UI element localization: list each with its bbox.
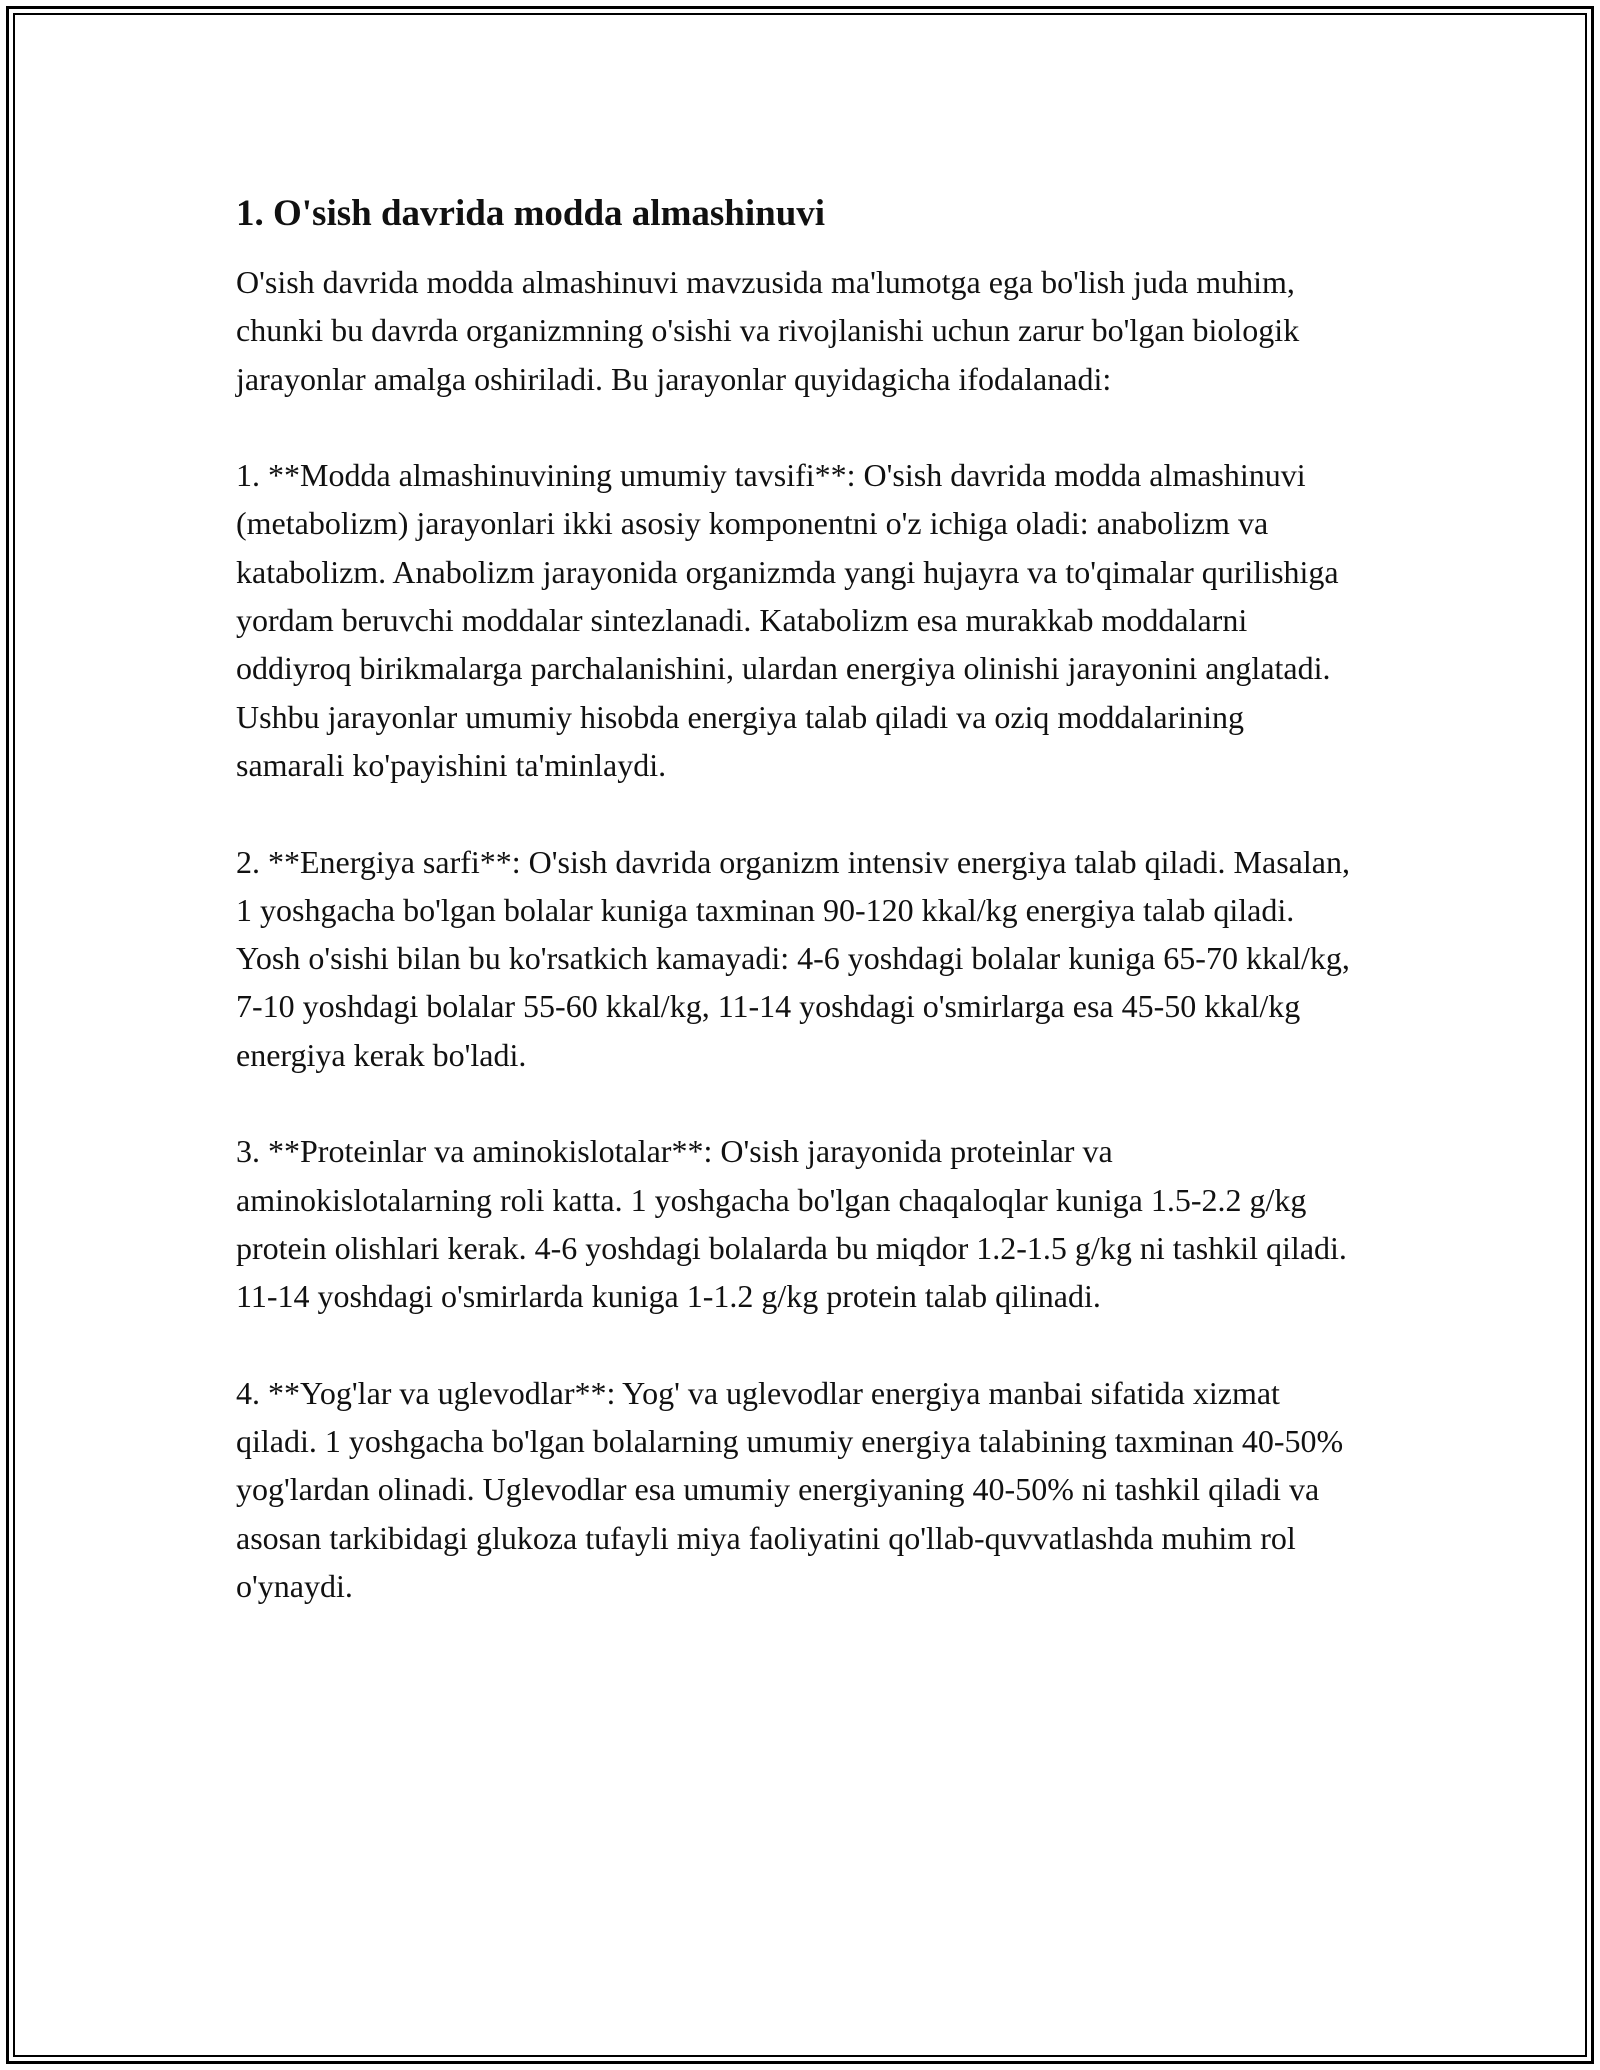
protein-paragraph: 3. **Proteinlar va aminokislotalar**: O'sish jarayonida proteinlar va aminokislotalarning roli katta. 1 yoshgacha bo'lgan chaqaloqlar kuniga 1.5-2.2 g/kg protein olishlari kerak. 4-6 yoshdagi bolalarda bu miqdor 1.2-1.5 g/kg ni tashkil qiladi. 11-14 yoshdagi o'smirlarda kuniga 1-1.2 g/kg protein talab qilinadi. — [236, 1133, 1347, 1315]
metabolism-paragraph: 1. **Modda almashinuvining umumiy tavsifi**: O'sish davrida modda almashinuvi (metabolizm) jarayonlari ikki asosiy komponentni o'z ichiga oladi: anabolizm va katabolizm. Anabolizm jarayonida organizmda yangi hujayra va to'qimalar qurilishiga yordam beruvchi moddalar sintezlanadi. Katabolizm esa murakkab moddalarni oddiyroq birikmalarga parchalanishini, ulardan energiya olinishi jarayonini anglatadi. Ushbu jarayonlar umumiy hisobda energiya talab qiladi va oziq moddalarining samarali ko'payishini ta'minlaydi. — [236, 457, 1339, 783]
document-body — [236, 186, 1356, 1610]
intro-paragraph: O'sish davrida modda almashinuvi mavzusida ma'lumotga ega bo'lish juda muhim, chunki bu davrda organizmning o'sishi va rivojlanishi uchun zarur bo'lgan biologik jarayonlar amalga oshiriladi. Bu jarayonlar quyidagicha ifodalanadi: — [236, 264, 1300, 397]
section-title: 1. O'sish davrida modda almashinuvi — [236, 193, 826, 234]
fats-carbs-paragraph: 4. **Yog'lar va uglevodlar**: Yog' va uglevodlar energiya manbai sifatida xizmat qiladi. 1 yoshgacha bo'lgan bolalarning umumiy energiya talabining taxminan 40-50% yog'lardan olinadi. Uglevodlar esa umumiy energiyaning 40-50% ni tashkil qiladi va asosan tarkibidagi glukoza tufayli miya faoliyatini qo'llab-quvvatlashda muhim rol o'ynaydi. — [236, 1374, 1344, 1605]
energy-paragraph: 2. **Energiya sarfi**: O'sish davrida organizm intensiv energiya talab qiladi. Masalan, 1 yoshgacha bo'lgan bolalar kuniga taxminan 90-120 kkal/kg energiya talab qiladi. Yosh o'sishi bilan bu ko'rsatkich kamayadi: 4-6 yoshdagi bolalar kuniga 65-70 kkal/kg, 7-10 yoshdagi bolalar 55-60 kkal/kg, 11-14 yoshdagi o'smirlarga esa 45-50 kkal/kg energiya kerak bo'ladi. — [236, 843, 1350, 1073]
